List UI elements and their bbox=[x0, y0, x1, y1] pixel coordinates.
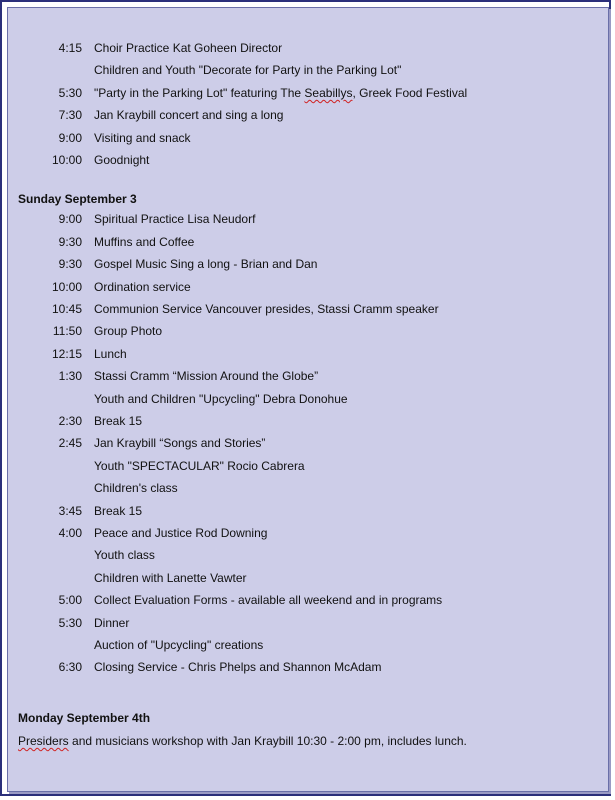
sunday-item-time: 12:15 bbox=[51, 346, 82, 361]
sunday-item-time: 9:00 bbox=[58, 212, 82, 227]
sunday-item-row bbox=[8, 233, 598, 251]
saturday-item-row bbox=[8, 106, 598, 124]
sunday-item-event: Youth "SPECTACULAR" Rocio Cabrera bbox=[94, 458, 305, 473]
sunday-item-row bbox=[8, 636, 598, 654]
sunday-item-row bbox=[8, 546, 598, 564]
sunday-item-time: 10:00 bbox=[51, 279, 82, 294]
sunday-item-row bbox=[8, 591, 598, 609]
saturday-item-time: 4:15 bbox=[58, 41, 82, 55]
sunday-item-time: 9:30 bbox=[58, 234, 82, 249]
sunday-item-time: 10:45 bbox=[51, 302, 82, 316]
sunday-item-event: Ordination service bbox=[94, 279, 191, 294]
saturday-item-event: "Party in the Parking Lot" featuring The Seabillys, Greek Food Festival bbox=[94, 85, 468, 100]
saturday-item-row bbox=[8, 39, 598, 57]
sunday-item-row bbox=[8, 434, 598, 452]
saturday-item-row bbox=[8, 129, 598, 147]
sunday-item-row bbox=[8, 524, 598, 542]
sunday-item-event: Gospel Music Sing a long - Brian and Dan bbox=[94, 257, 318, 272]
saturday-item-row bbox=[8, 151, 598, 169]
sunday-item-row bbox=[8, 457, 598, 475]
sunday-item-row bbox=[8, 210, 598, 228]
sunday-item-row bbox=[8, 367, 598, 385]
schedule-page bbox=[7, 7, 609, 792]
saturday-item-time: 7:30 bbox=[58, 108, 82, 123]
saturday-item-time: 10:00 bbox=[51, 153, 82, 167]
sunday-item-row bbox=[8, 479, 598, 497]
sunday-item-time: 11:50 bbox=[52, 324, 82, 339]
sunday-item-event: Spiritual Practice Lisa Neudorf bbox=[94, 212, 256, 227]
sunday-item-event: Jan Kraybill “Songs and Stories” bbox=[94, 436, 266, 451]
sunday-item-time: 4:00 bbox=[58, 526, 82, 540]
sunday-item-event: Children with Lanette Vawter bbox=[94, 570, 247, 585]
sunday-item-time: 1:30 bbox=[58, 369, 82, 384]
sunday-item-row bbox=[8, 345, 598, 363]
saturday-item-row bbox=[8, 84, 598, 102]
sunday-item-event: Lunch bbox=[94, 346, 127, 361]
sunday-item-event: Youth class bbox=[94, 548, 155, 563]
sunday-item-time: 2:30 bbox=[58, 414, 82, 428]
monday-workshop-line: Presiders and musicians workshop with Jan Kraybill 10:30 - 2:00 pm, includes lunch. bbox=[18, 733, 467, 748]
sunday-item-row bbox=[8, 412, 598, 430]
sunday-item-event: Peace and Justice Rod Downing bbox=[94, 526, 268, 540]
sunday-item-row bbox=[8, 278, 598, 296]
sunday-item-event: Muffins and Coffee bbox=[94, 234, 195, 249]
sunday-item-event: Group Photo bbox=[94, 324, 163, 339]
monday-heading: Monday September 4th bbox=[18, 710, 151, 725]
saturday-item-time: 9:00 bbox=[58, 130, 82, 145]
sunday-item-row bbox=[8, 569, 598, 587]
sunday-item-row bbox=[8, 255, 598, 273]
sunday-item-event: Break 15 bbox=[94, 414, 143, 428]
sunday-item-time: 2:45 bbox=[58, 436, 82, 451]
sunday-item-row bbox=[8, 658, 598, 676]
sunday-item-time: 9:30 bbox=[58, 257, 82, 272]
sunday-item-event: Youth and Children "Upcycling" Debra Donohue bbox=[94, 391, 348, 406]
saturday-item-event: Goodnight bbox=[94, 153, 150, 167]
sunday-item-row bbox=[8, 502, 598, 520]
sunday-item-time: 5:30 bbox=[58, 615, 82, 630]
sunday-item-row bbox=[8, 300, 598, 318]
sunday-item-row bbox=[8, 614, 598, 632]
sunday-item-row bbox=[8, 322, 598, 340]
sunday-item-event: Collect Evaluation Forms - available all weekend and in programs bbox=[94, 593, 443, 608]
sunday-item-event: Break 15 bbox=[94, 503, 143, 518]
saturday-item-event: Visiting and snack bbox=[94, 130, 191, 145]
sunday-item-event: Children's class bbox=[94, 481, 178, 496]
saturday-item-event: Choir Practice Kat Goheen Director bbox=[94, 41, 283, 55]
sunday-item-event: Closing Service - Chris Phelps and Shannon McAdam bbox=[94, 660, 382, 675]
sunday-item-event: Auction of "Upcycling" creations bbox=[94, 638, 264, 652]
sunday-item-time: 5:00 bbox=[58, 593, 82, 608]
sunday-item-row bbox=[8, 390, 598, 408]
sunday-item-event: Stassi Cramm “Mission Around the Globe” bbox=[94, 369, 319, 384]
sunday-item-time: 3:45 bbox=[58, 503, 82, 518]
saturday-item-event: Children and Youth "Decorate for Party in the Parking Lot" bbox=[94, 63, 402, 78]
saturday-item-event: Jan Kraybill concert and sing a long bbox=[94, 108, 284, 123]
saturday-item-row bbox=[8, 61, 598, 79]
sunday-item-time: 6:30 bbox=[58, 660, 82, 675]
sunday-item-event: Communion Service Vancouver presides, Stassi Cramm speaker bbox=[94, 302, 439, 316]
sunday-heading: Sunday September 3 bbox=[18, 192, 137, 207]
sunday-item-event: Dinner bbox=[94, 615, 130, 630]
saturday-item-time: 5:30 bbox=[58, 85, 82, 100]
